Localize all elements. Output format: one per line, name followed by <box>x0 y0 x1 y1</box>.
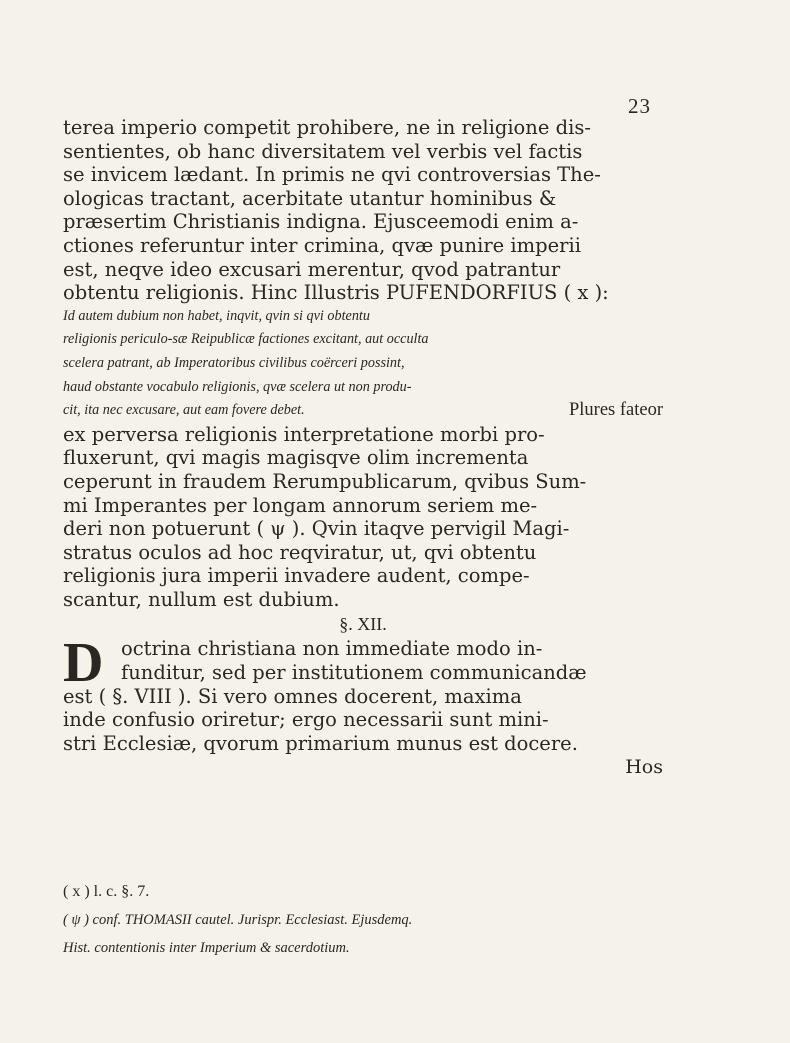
footnotes <box>63 878 663 962</box>
text-line: ceperunt in fraudem Rerumpublicarum, qvibus Sum- <box>63 469 587 493</box>
text-line: ctiones referuntur inter crimina, qvæ punire imperii <box>63 233 581 257</box>
quotation-end-line <box>63 399 663 423</box>
paragraph-with-initial <box>63 632 663 695</box>
footnote: ( x ) l. c. §. 7. <box>63 883 150 900</box>
text-line: est ( §. VIII ). Si vero omnes docerent, maxima <box>63 684 522 708</box>
text-line: octrina christiana non immediate modo in- <box>121 637 543 661</box>
text-line: fluxerunt, qvi magis magisqve olim incrementa <box>63 446 529 470</box>
text-line: inde confusio oriretur; ergo necessarii sunt mini- <box>63 708 549 732</box>
text-line: est, neqve ideo excusari merentur, qvod patrantur <box>63 257 561 281</box>
text-line: obtentu religionis. Hinc Illustris PUFENDORFIUS ( x ): <box>63 281 609 305</box>
quotation-line: religionis periculo-sæ Reipublicæ factiones excitant, aut occulta <box>63 331 429 348</box>
text-line: religionis jura imperii invadere audent, compe- <box>63 564 530 588</box>
footnote: ( ψ ) conf. THOMASII cautel. Jurispr. Ecclesiast. Ejusdemq. <box>63 912 413 928</box>
text-continuation: Plures fateor <box>568 400 663 421</box>
section-heading: §. XII. <box>339 614 387 635</box>
drop-cap: D <box>63 632 104 695</box>
text-line: stri Ecclesiæ, qvorum primarium munus est docere. <box>63 731 578 755</box>
text-line: terea imperio competit prohibere, ne in religione dis- <box>63 116 591 139</box>
text-line: stratus oculos ad hoc reqviratur, ut, qvi obtentu <box>63 540 537 564</box>
footnote: Hist. contentionis inter Imperium & sacerdotium. <box>63 940 350 956</box>
text-line: deri non potuerunt ( ψ ). Qvin itaqve pervigil Magi- <box>63 517 570 541</box>
text-line: ologicas tractant, acerbitate utantur hominibus & <box>63 186 557 210</box>
main-text <box>63 116 663 779</box>
text-line: mi Imperantes per longam annorum seriem me- <box>63 493 538 517</box>
quotation-line: Id autem dubium non habet, inqvit, qvin si qvi obtentu <box>63 307 370 324</box>
text-line: scantur, nullum est dubium. <box>63 587 340 611</box>
page-number: 23 <box>628 94 651 118</box>
quotation-line: haud obstante vocabulo religionis, qvæ scelera ut non produ- <box>63 378 412 395</box>
text-line: ex perversa religionis interpretatione morbi pro- <box>63 422 545 446</box>
text-line: præsertim Christianis indigna. Ejusceemodi enim a- <box>63 210 579 234</box>
text-line: se invicem lædant. In primis ne qvi controversias The- <box>63 163 601 187</box>
quotation-end: cit, ita nec excusare, aut eam fovere debet. <box>63 402 305 419</box>
text-line: sentientes, ob hanc diversitatem vel verbis vel factis <box>63 139 583 163</box>
catchword: Hos <box>625 756 663 779</box>
text-line: funditur, sed per institutionem communicandæ <box>121 661 587 685</box>
quotation-line: scelera patrant, ab Imperatoribus civilibus coërceri possint, <box>63 354 405 371</box>
